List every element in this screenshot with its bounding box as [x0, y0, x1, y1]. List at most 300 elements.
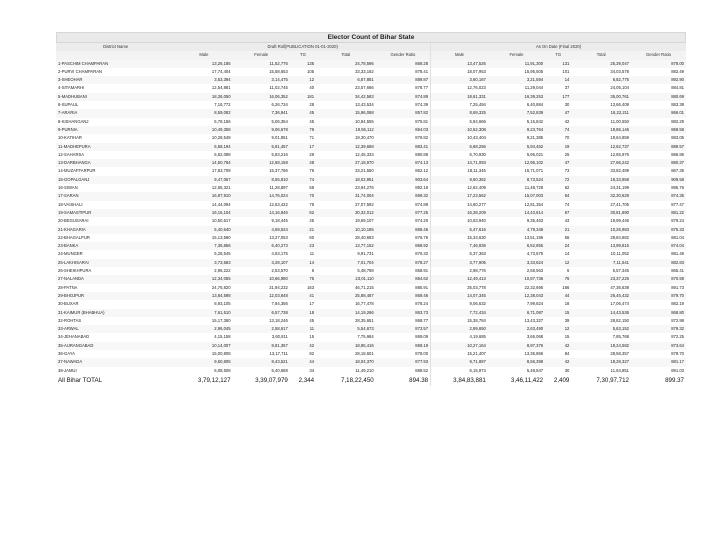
final-value-cell: 5,48,847	[526, 367, 544, 373]
final-value-cell: 10,27,164	[431, 342, 488, 350]
total-row	[56, 375, 686, 386]
table-row	[56, 201, 686, 209]
final-value-cell: 13,43,327	[524, 317, 544, 323]
final-value-cell: 13,36,866	[524, 350, 544, 356]
total-header: Total	[316, 51, 376, 59]
final-value-cell: 18	[564, 301, 570, 307]
final-value-cell: 872.98	[671, 317, 684, 323]
draft-value-cell: 864.03	[376, 126, 431, 134]
final-value-cell: 12	[545, 325, 571, 333]
final-value-cell: 884.81	[671, 85, 684, 91]
draft-value-cell: 15,00,808	[211, 350, 231, 356]
final-value-cell: 11,91,300	[488, 60, 545, 68]
final-value-cell: 27,66,242	[571, 159, 631, 167]
final-value-cell: 909.58	[631, 176, 686, 184]
final-value-cell: 25,39,047	[571, 60, 631, 68]
draft-value-cell: 10,84,555	[355, 118, 374, 124]
table-row	[56, 192, 686, 200]
draft-value-cell: 76	[309, 201, 315, 207]
draft-value-cell: 9,60,805	[175, 358, 232, 366]
draft-value-cell: 869.46	[376, 292, 431, 300]
final-roll-header: As On Date (Final 2020)	[431, 43, 686, 51]
draft-value-cell: 13,77,152	[316, 242, 376, 250]
draft-value-cell: 2,95,222	[214, 268, 231, 274]
final-value-cell: 10,62,308	[431, 126, 488, 134]
draft-value-cell: 9,47,067	[175, 176, 232, 184]
final-value-cell: 19,24,582	[571, 342, 631, 350]
draft-value-cell: 24,76,820	[211, 284, 231, 290]
final-value-cell: 18,11,345	[431, 167, 488, 175]
draft-value-cell: 10,28,548	[211, 135, 231, 141]
total-cell: 894.38	[376, 375, 431, 386]
final-value-cell: 18,33,958	[571, 176, 631, 184]
draft-value-cell: 2,96,045	[175, 325, 232, 333]
final-value-cell: 14,07,345	[431, 292, 488, 300]
table-row	[56, 275, 686, 283]
draft-value-cell: 878.41	[415, 68, 429, 74]
tg-header: TG	[545, 51, 571, 59]
blank-header	[56, 51, 175, 59]
final-value-cell: 177	[545, 93, 571, 101]
final-value-cell: 8,69,325	[431, 109, 488, 117]
draft-value-cell: 82	[309, 350, 315, 356]
final-value-cell: 6,40,884	[526, 102, 544, 108]
draft-value-cell: 33,33,162	[355, 68, 374, 74]
male-header: Male	[431, 51, 488, 59]
draft-value-cell: 21,94,232	[269, 284, 288, 290]
draft-value-cell: 18,02,951	[316, 176, 376, 184]
draft-value-cell: 19,30,470	[355, 135, 374, 141]
final-value-cell: 26,45,432	[571, 292, 631, 300]
table-row	[56, 167, 686, 175]
table-row	[56, 342, 686, 350]
total-cell: 3,39,07,979	[233, 375, 290, 386]
final-value-cell: 42	[545, 358, 571, 366]
draft-value-cell: 18,36,050	[175, 93, 232, 101]
final-value-cell: 39	[564, 317, 570, 323]
final-value-cell: 10,87,736	[488, 275, 545, 283]
final-value-cell: 14,60,277	[431, 201, 488, 209]
gender-ratio-header: Gender Ratio	[376, 51, 431, 59]
district-cell: 8-KISHANGANJ	[58, 118, 89, 124]
draft-value-cell: 58	[309, 185, 315, 191]
table-row	[56, 68, 686, 76]
draft-value-cell: 864.62	[376, 275, 431, 283]
draft-value-cell: 885.91	[415, 284, 429, 290]
final-value-cell: 23,37,225	[571, 275, 631, 283]
final-value-cell: 886.86	[671, 151, 684, 157]
table-row	[56, 367, 686, 375]
draft-value-cell: 869.32	[376, 192, 431, 200]
final-value-cell: 25	[564, 151, 570, 157]
draft-value-cell: 23	[290, 242, 316, 250]
final-value-cell: 881.04	[671, 234, 684, 240]
final-value-cell: 7,25,494	[431, 101, 488, 109]
draft-value-cell: 11,49,210	[355, 367, 374, 373]
final-value-cell: 18,07,953	[431, 68, 488, 76]
final-value-cell: 12,81,354	[524, 201, 544, 207]
district-cell: 37-NAWADA	[56, 358, 175, 366]
total-header: Total	[571, 51, 631, 59]
final-value-cell: 33,82,489	[610, 168, 629, 174]
final-value-cell: 24,05,104	[610, 85, 629, 91]
final-value-cell: 14	[564, 251, 570, 257]
final-value-cell: 28,82,150	[610, 317, 629, 323]
final-value-cell: 9,21,385	[526, 135, 544, 141]
final-value-cell: 891.73	[671, 284, 684, 290]
final-value-cell: 19,86,146	[571, 126, 631, 134]
draft-value-cell: 875.81	[415, 118, 429, 124]
final-value-cell: 5,94,462	[488, 143, 545, 151]
total-cell: 3,79,12,127	[175, 375, 232, 386]
district-cell: 10-KATIHAR	[58, 135, 82, 141]
draft-value-cell: 19,69,107	[355, 218, 374, 224]
table-row	[56, 118, 686, 126]
draft-value-cell: 874.20	[415, 218, 429, 224]
table-row	[56, 84, 686, 92]
final-value-cell: 6,68,256	[431, 143, 488, 151]
table-row	[56, 325, 686, 333]
final-value-cell: 10,63,940	[431, 217, 488, 225]
electors-table	[56, 43, 686, 386]
district-cell: 15-GOPALGANJ	[56, 176, 175, 184]
final-value-cell: 18,28,327	[571, 358, 631, 366]
final-value-cell: 5,57,345	[612, 268, 629, 274]
total-label: All Bihar TOTAL	[56, 375, 175, 386]
final-value-cell: 7,99,824	[526, 301, 544, 307]
draft-value-cell: 6,62,088	[214, 151, 231, 157]
final-value-cell: 13,99,815	[571, 242, 631, 250]
final-value-cell: 24	[545, 242, 571, 250]
draft-value-cell: 874.39	[415, 102, 429, 108]
draft-value-cell: 13,17,711	[269, 350, 288, 356]
draft-value-cell: 8,93,105	[214, 301, 231, 307]
draft-value-cell: 15	[309, 334, 315, 340]
draft-value-cell: 74	[290, 176, 316, 184]
district-cell: 27-NALANDA	[56, 275, 175, 283]
final-value-cell: 891.03	[671, 367, 684, 373]
final-value-cell: 869.58	[631, 126, 686, 134]
final-value-cell: 866.01	[631, 109, 686, 117]
draft-value-cell: 878.00	[415, 350, 429, 356]
final-value-cell: 12	[545, 259, 571, 267]
draft-value-cell: 7,36,941	[233, 109, 290, 117]
draft-value-cell: 40	[309, 85, 315, 91]
draft-value-cell: 8,43,521	[233, 358, 290, 366]
draft-value-cell: 6,26,734	[271, 102, 288, 108]
draft-value-cell: 13,26,185	[175, 60, 232, 68]
table-row	[56, 126, 686, 134]
final-value-cell: 883.38	[671, 102, 684, 108]
final-value-cell: 43	[564, 218, 570, 224]
final-value-cell: 28,84,882	[610, 234, 629, 240]
draft-roll-header: Draft Roll(PUBLICATION 01-01-2020)	[175, 43, 430, 51]
final-value-cell: 62	[564, 185, 570, 191]
final-value-cell: 30,81,890	[571, 209, 631, 217]
draft-value-cell: 25,88,487	[316, 292, 376, 300]
total-cell: 2,409	[545, 375, 571, 386]
male-header: Male	[175, 51, 232, 59]
draft-value-cell: 874.89	[376, 93, 431, 101]
draft-value-cell: 15,96,068	[316, 109, 376, 117]
final-value-cell: 870.59	[631, 275, 686, 283]
final-value-cell: 16,38,209	[431, 209, 488, 217]
draft-value-cell: 30,32,012	[316, 209, 376, 217]
draft-value-cell: 75	[290, 275, 316, 283]
draft-value-cell: 12,65,321	[211, 185, 231, 191]
draft-value-cell: 41	[290, 292, 316, 300]
draft-value-cell: 863.73	[376, 309, 431, 317]
final-value-cell: 24,31,199	[610, 185, 629, 191]
final-value-cell: 6,82,775	[571, 76, 631, 84]
draft-value-cell: 868.46	[376, 226, 431, 234]
district-cell: 18-VAISHALI	[58, 201, 83, 207]
draft-value-cell: 15,17,360	[211, 317, 231, 323]
final-value-cell: 101	[562, 68, 570, 74]
final-value-cell: 11,64,851	[610, 367, 629, 373]
draft-value-cell: 877.93	[376, 358, 431, 366]
final-value-cell: 878.70	[671, 350, 684, 356]
final-value-cell: 32,30,629	[571, 192, 631, 200]
draft-value-cell: 6,67,881	[316, 76, 376, 84]
final-value-cell: 28,58,357	[610, 350, 629, 356]
final-value-cell: 44	[545, 292, 571, 300]
district-cell: 11-MADHEPURA	[56, 143, 175, 151]
draft-value-cell: 12,39,668	[316, 143, 376, 151]
final-value-cell: 2,98,776	[431, 267, 488, 275]
draft-value-cell: 5,06,354	[271, 118, 288, 124]
draft-value-cell: 60	[309, 234, 315, 240]
final-value-cell: 879.32	[631, 325, 686, 333]
final-value-cell: 72	[545, 176, 571, 184]
district-cell: 35-AURANGABAD	[56, 342, 175, 350]
table-row	[56, 60, 686, 68]
final-value-cell: 12,76,023	[431, 84, 488, 92]
draft-value-cell: 45	[309, 218, 315, 224]
final-value-cell: 880.37	[631, 159, 686, 167]
final-value-cell: 13,47,526	[431, 60, 488, 68]
draft-value-cell: 888.52	[415, 367, 429, 373]
final-value-cell: 11,48,728	[524, 185, 544, 191]
draft-value-cell: 5,81,457	[233, 143, 290, 151]
district-cell: 12-SAHARSA	[58, 151, 85, 157]
district-cell: 3-SHEOHAR	[56, 76, 175, 84]
final-value-cell: 76	[545, 275, 571, 283]
tg-header: TG	[290, 51, 316, 59]
final-value-cell: 9,35,463	[526, 218, 544, 224]
draft-value-cell: 15,13,580	[211, 234, 231, 240]
draft-value-cell: 12,68,158	[233, 159, 290, 167]
draft-value-cell: 5,48,798	[357, 268, 374, 274]
final-value-cell: 2,99,650	[431, 325, 488, 333]
final-value-cell: 878.00	[631, 60, 686, 68]
final-value-cell: 15	[564, 334, 570, 340]
final-value-cell: 883.05	[671, 135, 684, 141]
draft-value-cell: 31,74,004	[316, 192, 376, 200]
draft-value-cell: 27,07,592	[355, 201, 374, 207]
final-value-cell: 5,15,842	[526, 118, 544, 124]
draft-value-cell: 876.32	[415, 251, 429, 257]
draft-value-cell: 15,58,653	[269, 68, 288, 74]
draft-value-cell: 33,21,550	[355, 168, 374, 174]
draft-value-cell: 10,50,617	[211, 218, 231, 224]
final-value-cell: 73	[564, 168, 570, 174]
draft-value-cell: 9,06,678	[233, 126, 290, 134]
draft-value-cell: 3,60,811	[271, 334, 288, 340]
final-value-cell: 25,03,778	[431, 284, 488, 292]
final-value-cell: 3,66,068	[526, 334, 544, 340]
district-cell: 21-KHAGARIA	[56, 226, 175, 234]
district-cell: 14-MUZAFFARPUR	[58, 168, 96, 174]
table-row	[56, 350, 686, 358]
total-cell: 3,84,83,881	[431, 375, 488, 386]
draft-value-cell: 4,15,158	[214, 334, 231, 340]
final-value-cell: 8,97,376	[488, 342, 545, 350]
final-value-cell: 47	[545, 109, 571, 117]
final-value-cell: 881.17	[631, 358, 686, 366]
table-row	[56, 317, 686, 325]
draft-value-cell: 10,49,358	[175, 126, 232, 134]
final-value-cell: 15,71,071	[524, 168, 544, 174]
final-value-cell: 6,15,974	[431, 367, 488, 375]
table-row	[56, 143, 686, 151]
table-row	[56, 134, 686, 142]
final-value-cell: 16,39,253	[488, 93, 545, 101]
draft-value-cell: 5,78,156	[214, 118, 231, 124]
draft-value-cell: 6,08,508	[214, 367, 231, 373]
final-value-cell: 9,71,887	[431, 358, 488, 366]
table-row	[56, 242, 686, 250]
final-value-cell: 889.57	[631, 143, 686, 151]
final-value-cell: 131	[545, 60, 571, 68]
draft-value-cell: 7,01,704	[316, 259, 376, 267]
final-value-cell: 14	[545, 76, 571, 84]
final-value-cell: 2,63,490	[488, 325, 545, 333]
draft-value-cell: 62	[290, 209, 316, 217]
table-row	[56, 109, 686, 117]
district-cell: 2-PURVI CHAMPARAN	[58, 68, 103, 74]
final-value-cell: 880.69	[631, 93, 686, 101]
draft-value-cell: 862.12	[415, 168, 429, 174]
draft-value-cell: 12,03,848	[233, 292, 290, 300]
draft-value-cell: 42	[290, 342, 316, 350]
draft-value-cell: 4,69,524	[233, 226, 290, 234]
draft-value-cell: 45	[309, 118, 315, 124]
draft-value-cell: 17,83,708	[211, 168, 231, 174]
final-value-cell: 14,71,093	[431, 159, 488, 167]
final-value-cell: 14,43,614	[488, 209, 545, 217]
final-value-cell: 879.70	[631, 292, 686, 300]
district-cell: 34-JEHANABAD	[58, 334, 90, 340]
table-row	[56, 226, 686, 234]
table-row	[56, 209, 686, 217]
final-value-cell: 7,52,839	[488, 109, 545, 117]
final-value-cell: 15,21,407	[431, 350, 488, 358]
final-value-cell: 13,66,408	[610, 102, 629, 108]
draft-value-cell: 903.64	[376, 176, 431, 184]
final-value-cell: 16,22,211	[571, 109, 631, 117]
draft-value-cell: 6,40,273	[233, 242, 290, 250]
final-value-cell: 10,11,052	[610, 251, 629, 257]
draft-value-cell: 9,01,851	[271, 135, 288, 141]
draft-value-cell: 2,58,617	[233, 325, 290, 333]
table-row	[56, 184, 686, 192]
draft-value-cell: 23,01,110	[316, 275, 376, 283]
district-cell: 28-PATNA	[58, 284, 78, 290]
draft-value-cell: 9,18,445	[271, 218, 288, 224]
final-value-cell: 882.19	[671, 301, 684, 307]
final-value-cell: 874.35	[631, 192, 686, 200]
draft-value-cell: 5,40,668	[271, 367, 288, 373]
final-value-cell: 166	[562, 284, 570, 290]
draft-value-cell: 5,83,216	[271, 151, 288, 157]
final-value-cell: 3,77,905	[431, 259, 488, 267]
draft-value-cell: 44	[290, 358, 316, 366]
final-value-cell: 17,06,474	[610, 301, 629, 307]
final-value-cell: 877.47	[671, 201, 684, 207]
draft-value-cell: 3,14,475	[233, 76, 290, 84]
draft-value-cell: 10,66,980	[233, 275, 290, 283]
final-value-cell: 70	[564, 135, 570, 141]
final-value-cell: 10,26,983	[571, 226, 631, 234]
final-value-cell: 872.25	[671, 334, 684, 340]
draft-value-cell: 8,59,082	[175, 109, 232, 117]
final-value-cell: 14,43,536	[571, 309, 631, 317]
final-value-cell: 84	[564, 350, 570, 356]
final-value-cell: 74	[564, 201, 570, 207]
final-value-cell: 15,33,630	[431, 234, 488, 242]
district-cell: 1-PASCHIM CHAMPARAN	[56, 60, 175, 68]
draft-value-cell: 877.25	[376, 209, 431, 217]
draft-value-cell: 17	[309, 301, 315, 307]
final-value-cell: 18,61,331	[431, 93, 488, 101]
final-value-cell: 12,82,409	[431, 184, 488, 192]
district-cell: 22-BHAGALPUR	[58, 234, 90, 240]
district-cell: 6-SUPAUL	[58, 102, 79, 108]
final-value-cell: 15,38,784	[431, 317, 488, 325]
draft-value-cell: 71	[309, 135, 315, 141]
draft-value-cell: 8,81,367	[233, 342, 290, 350]
total-cell: 7,30,97,712	[571, 375, 631, 386]
draft-value-cell: 14,44,094	[211, 201, 231, 207]
draft-value-cell: 12,63,422	[269, 201, 288, 207]
table-row	[56, 300, 686, 308]
draft-value-cell: 5,54,673	[316, 325, 376, 333]
final-value-cell: 868.80	[631, 309, 686, 317]
table-row	[56, 159, 686, 167]
final-value-cell: 5,47,616	[431, 226, 488, 234]
district-cell: 32-ROHTAS	[58, 317, 82, 323]
draft-value-cell: 7,16,772	[214, 102, 231, 108]
draft-value-cell: 23,94,276	[355, 185, 374, 191]
district-cell: 30-BUXAR	[58, 301, 79, 307]
final-value-cell: 19,99,446	[610, 218, 629, 224]
final-value-cell: 67	[545, 209, 571, 217]
final-value-cell: 881.22	[631, 209, 686, 217]
draft-value-cell: 869.28	[376, 60, 431, 68]
final-value-cell: 4,79,346	[488, 226, 545, 234]
draft-value-cell: 34	[309, 367, 315, 373]
page-title: Elector Count of Bihar State	[56, 32, 686, 43]
draft-value-cell: 23,57,666	[355, 85, 374, 91]
draft-value-cell: 28,35,651	[355, 317, 374, 323]
draft-value-cell: 9,91,731	[357, 251, 374, 257]
final-value-cell: 6,52,855	[488, 242, 545, 250]
draft-value-cell: 163	[307, 284, 315, 290]
draft-value-cell: 878.77	[415, 85, 429, 91]
draft-value-cell: 18,95,416	[316, 342, 376, 350]
final-value-cell: 42	[545, 342, 571, 350]
